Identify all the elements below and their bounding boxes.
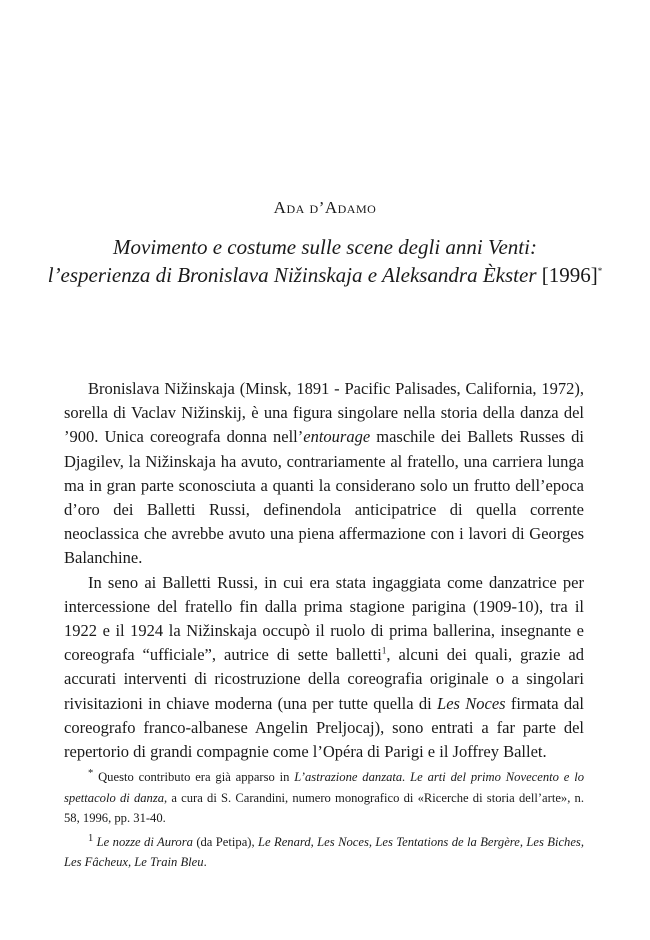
body-text: [64, 377, 584, 764]
title-line-2: [40, 261, 610, 289]
paragraph-1-part-b: maschile dei Ballets Russes di Djagilev, la Nižinskaja ha avuto, contrariamente al fratello, una carriera lunga ma in gran parte sconosciuta a quanti la considerano solo un frutto dell’epoca d’oro dei Balletti Russi, definendola anticipatrice di quella corrente neoclassica che avrebbe avuto una piena affermazione con i lavori di Georges Balanchine.: [64, 427, 584, 568]
footnote-star-marker: *: [88, 768, 94, 779]
title-year: [1996]: [541, 263, 598, 287]
chapter-title: [40, 233, 610, 289]
footnote-star-part-a: Questo contributo era già apparso in: [93, 770, 295, 785]
title-note-marker: *: [597, 266, 603, 276]
footnote-1-part-b: .: [203, 855, 207, 870]
footnote-star-emphasis: L’astrazione danzata. Le arti del primo Novecento e lo spettacolo di danza: [64, 770, 584, 805]
paragraph-2-emphasis: Les Noces: [437, 693, 506, 713]
paragraph-2-part-c: firmata dal coreografo franco-albanese Angelin Preljocaj), sono entrati a far parte del repertorio di grandi compagnie come l’Opéra di Parigi e il Joffrey Ballet.: [64, 693, 585, 762]
footnote-1: [64, 829, 584, 873]
footnote-star: [64, 764, 584, 829]
footnotes: [64, 764, 584, 873]
paragraph-2-part-b: , alcuni dei quali, grazie ad accurati interventi di ricostruzione della coreografia originale o a singolari rivisitazioni in chiave moderna (una per tutte quella di: [64, 645, 584, 713]
title-line-1: Movimento e costume sulle scene degli anni Venti:: [113, 235, 537, 259]
paragraph-1: [64, 377, 584, 571]
paragraph-1-emphasis: entourage: [303, 427, 371, 447]
footnote-1-part-a: (da Petipa),: [192, 834, 259, 849]
title-line-2-text: l’esperienza di Bronislava Nižinskaja e Aleksandra Èkster: [47, 263, 537, 287]
footnote-1-marker: 1: [88, 832, 94, 844]
paragraph-2: [64, 571, 584, 765]
author-name: Ada d’Adamo: [273, 198, 377, 217]
footnote-reference-1[interactable]: 1: [381, 645, 387, 656]
footnote-1-emphasis-1: Le nozze di Aurora: [96, 834, 193, 849]
paragraph-2-part-a: In seno ai Balletti Russi, in cui era stata ingaggiata come danzatrice per intercessione del fratello fin dalla prima stagione parigina (1909-10), tra il 1922 e il 1924 la Nižinskaja occupò il ruolo di prima ballerina, insegnante e coreografa “ufficiale”, autrice di sette balletti: [64, 572, 584, 665]
footnote-star-part-b: , a cura di S. Carandini, numero monografico di «Ricerche di storia dell’arte», n. 58, 1996, pp. 31-40.: [64, 790, 584, 826]
footnote-1-emphasis-2: Le Renard, Les Noces, Les Tentations de la Bergère, Les Biches, Les Fâcheux, Le Train Bleu: [64, 834, 584, 870]
paragraph-1-part-a: Bronislava Nižinskaja (Minsk, 1891 - Pacific Palisades, California, 1972), sorella di Vaclav Nižinskij, è una figura singolare nella storia della danza del ’900. Unica coreografa donna nell’: [64, 379, 584, 447]
